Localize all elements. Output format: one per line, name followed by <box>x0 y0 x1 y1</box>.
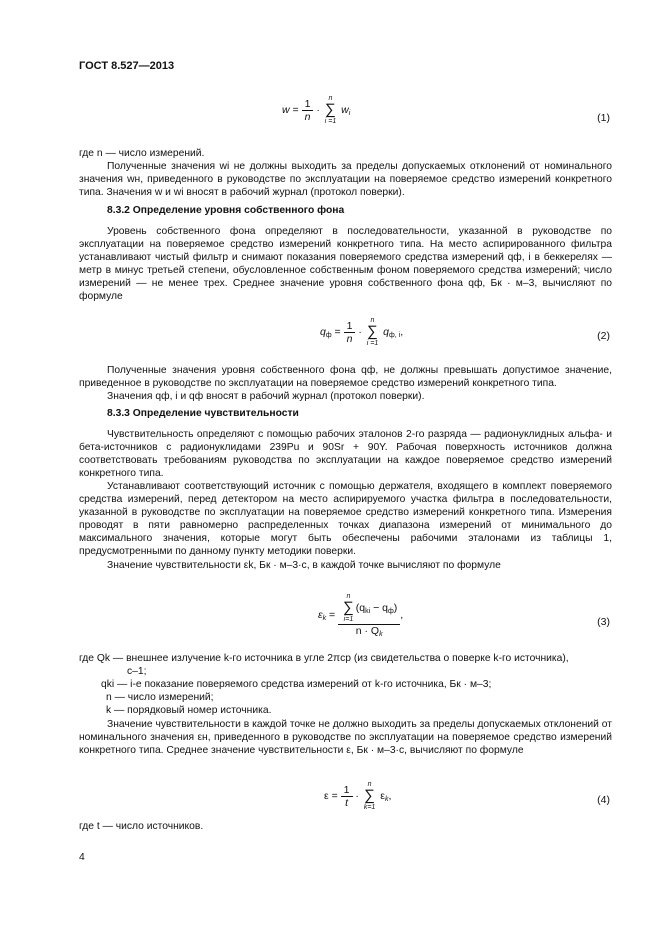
page-number: 4 <box>79 852 85 863</box>
equation-1-number: (1) <box>597 112 610 124</box>
paragraph-6: Чувствительность определяют с помощью рабочих эталонов 2-го разряда — радионуклидных альфа- и бета-источников с радионуклидами 239Pu и 90Sr + 90Y. Рабочая поверхность источников должна соответствовать требованиям руководства по эксплуатации на каждое поверяемое средство измерений конкретного типа. <box>79 429 612 479</box>
paragraph-7: Устанавливают соответствующий источник с помощью держателя, входящего в комплект поверяемого средства измерений, перед детектором на место аспирируемого участка фильтра в последовательности, указанной в руководстве по эксплуатации на поверяемое средство измерений конкретного типа. Измерения проводят в пяти равномерно распределенных точках диапазона измерений от минимального до максимального значения, которые могут быть обеспечены рабочими эталонами из таблицы 1, предусмотренными по данному пункту методики поверки. <box>79 481 612 557</box>
equation-1: w = $\frac{1}{n}$ · n ∑ i =1 $w_i$ <box>282 95 351 125</box>
equation-2: $q_ф$ = $\frac{1}{n}$ · n ∑ i =1 $q_{ф, i}$, <box>320 317 404 347</box>
eq4-sum: n ∑ k=1 <box>363 781 376 811</box>
document-header: ГОСТ 8.527—2013 <box>79 60 175 72</box>
eq1-lhs: w <box>282 103 290 116</box>
equation-3-number: (3) <box>597 616 610 628</box>
equation-4: ε = $\frac{1}{t}$ · n ∑ k=1 $\varepsilon_k$, <box>324 781 392 811</box>
definition-line-3: qki — i-е показание поверяемого средства измерений от k-го источника, Бк · м–3; <box>101 679 492 690</box>
eq3-fraction: n ∑ i=1 $(q_{ki} - q_ф)$ $n \cdot Q_k$ <box>338 592 400 638</box>
paragraph-3: Уровень собственного фона определяют в последовательности, указанной в руководстве по эксплуатации на поверяемое средство измерений конкретного типа. На место аспирированного фильтра устанавливают чистый фильтр и снимают показания поверяемого средства измерений qф, i в беккерелях — метр в минус третьей степени, обусловленное собственным фоном поверяемого средства измерений; число измерений — не менее трех. Среднее значение уровня собственного фона qф, Бк · м–3, вычисляют по формуле <box>79 226 612 302</box>
definition-line-2: с–1; <box>127 666 147 677</box>
equation-3: $\varepsilon_k$ = n ∑ i=1 $(q_{ki} - q_ф)$ $n \cdot Q_k$ , <box>318 593 404 638</box>
section-heading-8-3-3: 8.3.3 Определение чувствительности <box>107 408 299 419</box>
paragraph-10: где t — число источников. <box>79 821 204 832</box>
eq1-sum: n ∑ i =1 <box>324 95 337 125</box>
eq2-fraction: $\frac{1}{n}$ <box>344 320 356 345</box>
section-heading-8-3-2: 8.3.2 Определение уровня собственного фона <box>107 205 345 216</box>
equation-4-number: (4) <box>597 794 610 806</box>
definition-line-4: n — число измерений; <box>106 692 214 703</box>
paragraph-1: где n — число измерений. <box>79 148 205 159</box>
paragraph-9: Значение чувствительности в каждой точке не должно выходить за пределы допускаемых отклонений от номинального значения εн, приведенного в руководстве по эксплуатации на поверяемое средство измерений конкретного типа. Среднее значение чувствительности ε, Бк · м–3·с, вычисляют по формуле <box>79 719 612 756</box>
equation-2-number: (2) <box>597 330 610 342</box>
paragraph-8: Значение чувствительности εk, Бк · м–3·с, в каждой точке вычисляют по формуле <box>107 560 501 571</box>
eq2-sum: n ∑ i =1 <box>366 317 379 347</box>
paragraph-4: Полученные значения уровня собственного фона qф, не должны превышать допустимое значение, приведенное в руководстве по эксплуатации на поверяемое средство измерений конкретного типа. <box>79 365 612 389</box>
paragraph-5: Значения qф, i и qф вносят в рабочий журнал (протокол поверки). <box>107 391 425 402</box>
eq1-fraction: $\frac{1}{n}$ <box>302 98 314 123</box>
definition-line-5: k — порядковый номер источника. <box>106 705 272 716</box>
definition-line-1: где Qk — внешнее излучение k-го источника в угле 2πср (из свидетельства о поверке k-го источника), <box>79 653 569 664</box>
paragraph-2: Полученные значения wi не должны выходить за пределы допускаемых отклонений от номинального значения wн, приведенного в руководстве по эксплуатации на поверяемое средство измерений конкретного типа. Значения w и wi вносят в рабочий журнал (протокол поверки). <box>79 161 612 198</box>
eq4-fraction: $\frac{1}{t}$ <box>341 784 353 809</box>
eq3-sum: n ∑ i=1 <box>343 593 354 623</box>
